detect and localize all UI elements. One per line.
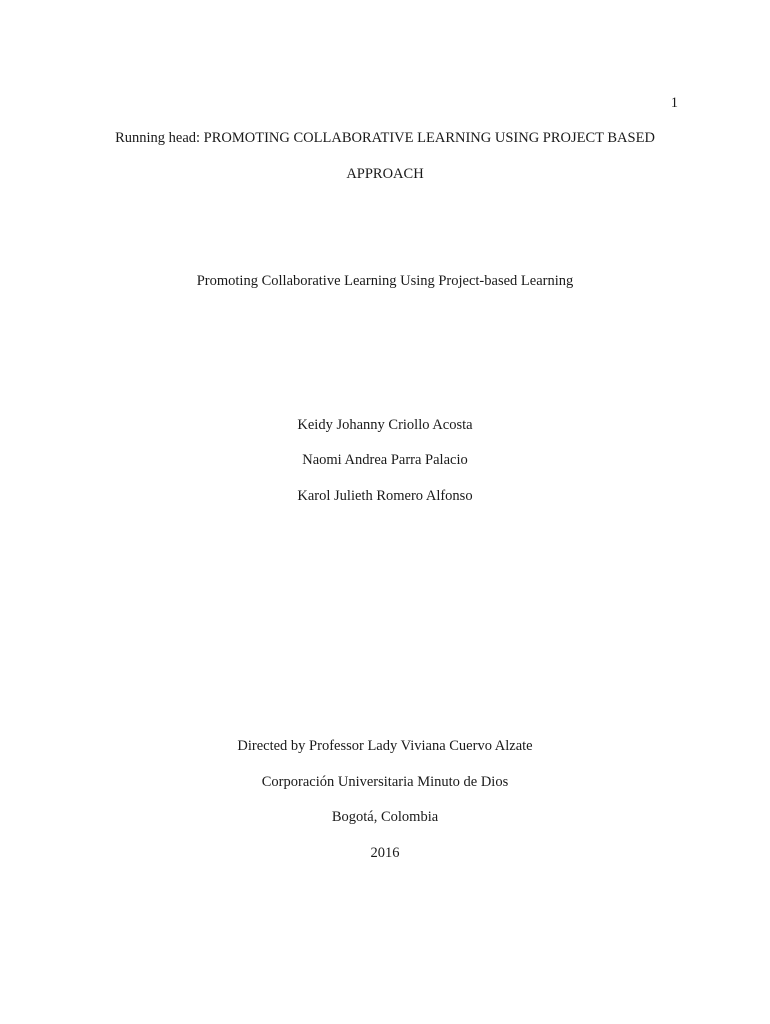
running-head-line-2: APPROACH	[346, 166, 424, 182]
author-name: Karol Julieth Romero Alfonso	[297, 488, 473, 504]
paper-title: Promoting Collaborative Learning Using Project-based Learning	[196, 273, 574, 289]
director-line: Directed by Professor Lady Viviana Cuervo Alzate	[237, 738, 533, 754]
author-name: Naomi Andrea Parra Palacio	[302, 452, 468, 468]
page-number: 1	[670, 95, 678, 111]
institution-line: Corporación Universitaria Minuto de Dios	[261, 774, 509, 790]
year-line: 2016	[370, 845, 400, 861]
location-line: Bogotá, Colombia	[331, 809, 439, 825]
author-name: Keidy Johanny Criollo Acosta	[297, 417, 473, 433]
running-head-line-1: Running head: PROMOTING COLLABORATIVE LEARNING USING PROJECT BASED	[115, 130, 655, 146]
